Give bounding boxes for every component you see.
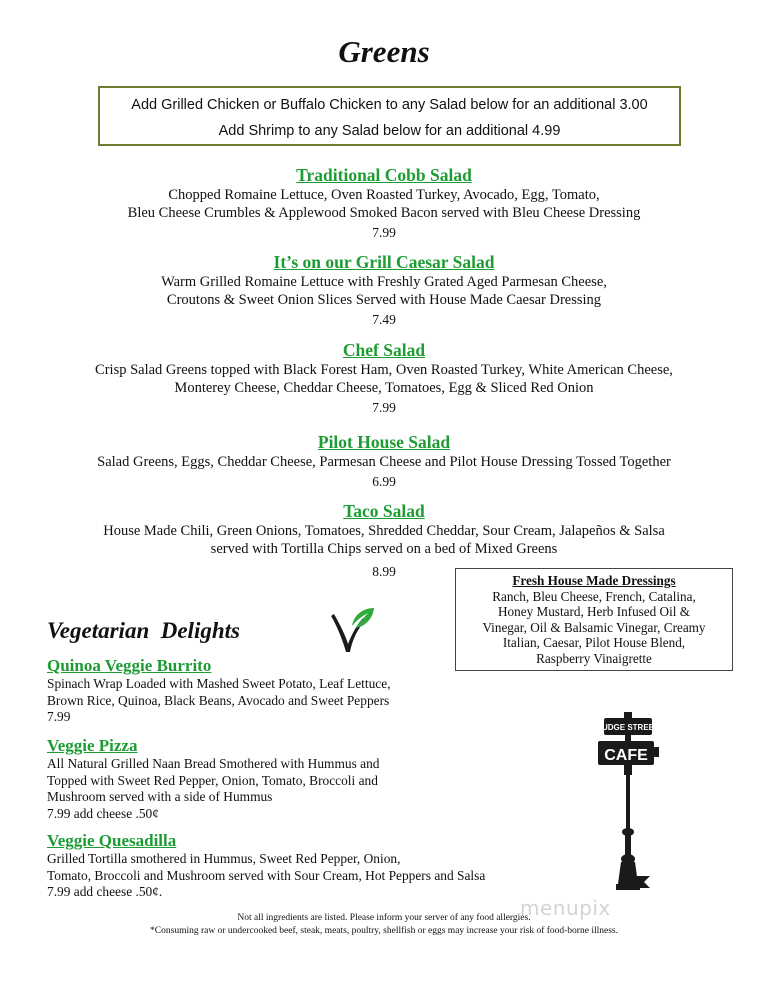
dressings-line: Vinegar, Oil & Balsamic Vinegar, Creamy — [482, 619, 706, 635]
vegetarian-item-name: Veggie Quesadilla — [47, 831, 177, 850]
vegetarian-desc-line: Brown Rice, Quinoa, Black Beans, Avocado and Sweet Peppers — [47, 692, 390, 708]
vegetarian-desc-line: All Natural Grilled Naan Bread Smothered with Hummus and — [47, 756, 380, 771]
vegetarian-price: 7.99 add cheese .50¢ — [47, 805, 159, 821]
vegetarian-title: Vegetarian Delights — [47, 618, 240, 643]
addon-shrimp-text: Add Shrimp to any Salad below for an additional 4.99 — [218, 123, 561, 139]
salad-price: 7.99 — [372, 400, 396, 415]
allergy-notice: Not all ingredients are listed. Please inform your server of any food allergies. — [237, 913, 531, 923]
salad-name: It’s on our Grill Caesar Salad — [273, 252, 495, 272]
salad-price: 6.99 — [372, 474, 396, 489]
addon-box — [98, 86, 681, 146]
dressings-line: Italian, Caesar, Pilot House Blend, — [502, 635, 686, 651]
salad-name: Pilot House Salad — [317, 432, 451, 452]
salad-desc-line: Warm Grilled Romaine Lettuce with Freshly Grated Aged Parmesan Cheese, — [161, 274, 607, 290]
sign-main-text: CAFE — [604, 747, 648, 764]
vegetarian-item-name: Veggie Pizza — [47, 736, 138, 755]
vegetarian-desc-line: Mushroom served with a side of Hummus — [47, 789, 273, 804]
dressings-line: Raspberry Vinaigrette — [536, 650, 652, 666]
salad-price: 8.99 — [372, 564, 396, 579]
vegetarian-desc-line: Tomato, Broccoli and Mushroom served with Sour Cream, Hot Peppers and Salsa — [47, 867, 486, 883]
vegetarian-item — [47, 735, 447, 822]
salad-desc-line: Salad Greens, Eggs, Cheddar Cheese, Parmesan Cheese and Pilot House Dressing Tossed Together — [97, 454, 671, 470]
dressings-line: Honey Mustard, Herb Infused Oil & — [498, 604, 690, 620]
vegetarian-price: 7.99 — [47, 709, 71, 724]
page-title: Greens — [338, 34, 430, 69]
watermark-text: menupix — [520, 896, 611, 920]
vegetarian-desc-line: Grilled Tortilla smothered in Hummus, Sweet Red Pepper, Onion, — [47, 851, 401, 866]
sign-top-text: FUDGE STREET — [597, 723, 659, 732]
dressings-title: Fresh House Made Dressings — [512, 573, 676, 588]
salad-desc-line: served with Tortilla Chips served on a bed of Mixed Greens — [210, 541, 558, 557]
vegetarian-desc-line: Spinach Wrap Loaded with Mashed Sweet Potato, Leaf Lettuce, — [47, 676, 391, 691]
salad-desc-line: Monterey Cheese, Cheddar Cheese, Tomatoes, Egg & Sliced Red Onion — [174, 380, 594, 396]
salad-desc-line: Chopped Romaine Lettuce, Oven Roasted Turkey, Avocado, Egg, Tomato, — [168, 187, 600, 203]
salad-price: 7.99 — [372, 225, 396, 240]
salad-desc-line: Bleu Cheese Crumbles & Applewood Smoked Bacon served with Bleu Cheese Dressing — [127, 205, 641, 221]
salad-item — [0, 251, 768, 329]
salad-price: 7.49 — [372, 312, 396, 327]
salad-name: Taco Salad — [343, 501, 425, 521]
vegetarian-leaf-icon — [328, 606, 376, 656]
salad-desc-line: Crisp Salad Greens topped with Black Forest Ham, Oven Roasted Turkey, White American Cheese, — [95, 362, 673, 378]
addon-chicken-text: Add Grilled Chicken or Buffalo Chicken to any Salad below for an additional 3.00 — [131, 97, 648, 113]
vegetarian-item-name: Quinoa Veggie Burrito — [47, 656, 212, 675]
salad-desc-line: House Made Chili, Green Onions, Tomatoes, Shredded Cheddar, Sour Cream, Jalapeños & Salsa — [103, 523, 665, 539]
vegetarian-desc-line: Topped with Sweet Red Pepper, Onion, Tomato, Broccoli and — [47, 772, 378, 788]
salad-name: Traditional Cobb Salad — [296, 165, 472, 185]
salad-item — [0, 431, 768, 491]
vegetarian-item — [47, 830, 567, 901]
salad-name: Chef Salad — [342, 340, 426, 360]
consumption-warning: *Consuming raw or undercooked beef, steak, meats, poultry, shellfish or eggs may increase your risk of food-borne illness. — [150, 926, 618, 936]
salad-item — [0, 339, 768, 417]
dressings-line: Ranch, Bleu Cheese, French, Catalina, — [492, 588, 696, 604]
salad-desc-line: Croutons & Sweet Onion Slices Served with House Made Caesar Dressing — [166, 292, 602, 308]
salad-item — [0, 164, 768, 242]
dressings-box — [455, 568, 733, 671]
cafe-street-sign-logo — [596, 712, 660, 902]
vegetarian-price: 7.99 add cheese .50¢. — [47, 884, 163, 899]
vegetarian-item — [47, 655, 447, 726]
